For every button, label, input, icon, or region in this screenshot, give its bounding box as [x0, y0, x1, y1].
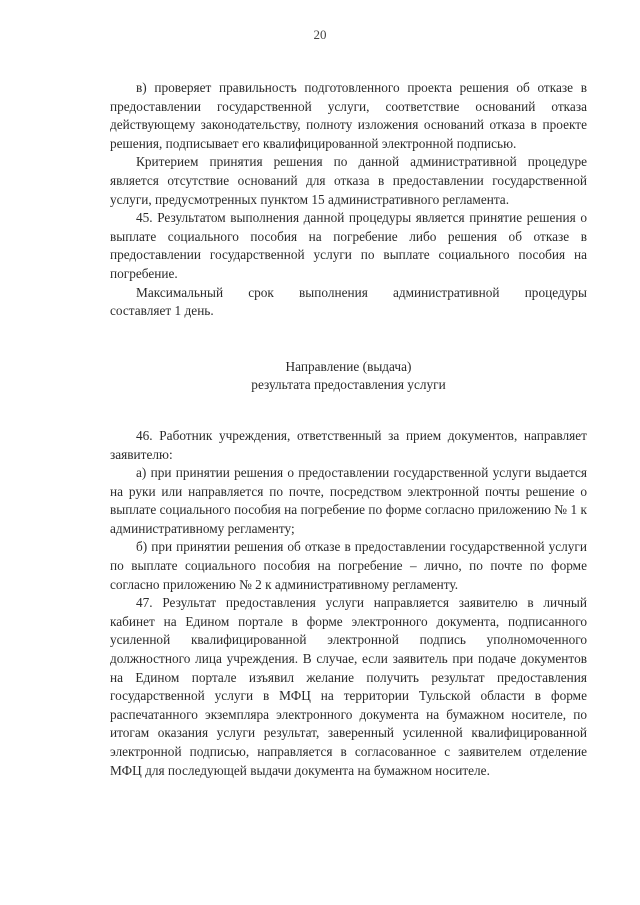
paragraph-item-b: б) при принятии решения об отказе в предоставлении государственной услуги по выплате социального пособия на погребение – лично, по почте по форме согласно приложению № 2 к административному регламенту. — [110, 539, 587, 592]
paragraph-47: 47. Результат предоставления услуги направляется заявителю в личный кабинет на Едином портале в форме электронного документа, подписанного усиленной квалифицированной электронной подпись уполномоченного должностного лица учреждения. В случае, если заявитель при подаче документов на Едином портале изъявил желание получить результат предоставления государственной услуги в МФЦ на территории Тульской области в форме распечатанного экземпляра электронного документа на бумажном носителе, по итогам оказания услуги результат, заверенный усиленной квалифицированной электронной подписью, направляется в согласованное с заявителем отделение МФЦ для последующей выдачи документа на бумажном носителе. — [110, 595, 587, 778]
paragraph-criterion: Критерием принятия решения по данной административной процедуре является отсутствие оснований для отказа в предоставлении государственной услуги, предусмотренных пунктом 15 административного регламента. — [110, 154, 587, 207]
paragraph-item-a: а) при принятии решения о предоставлении государственной услуги выдается на руки или направляется по почте, посредством электронной почты решение о выплате социального пособия на погребение по форме согласно приложению № 1 к административному регламенту; — [110, 465, 587, 536]
max-term-word: срок — [248, 284, 274, 300]
paragraph-item-v: в) проверяет правильность подготовленного проекта решения об отказе в предоставлении государственной услуги, соответствие оснований отказа действующему законодательству, полноту изложения оснований отказа в проекте решения, подписывает его квалифицированной электронной подписью. — [110, 80, 587, 151]
max-term-word: выполнения — [299, 284, 368, 300]
max-term-tail: составляет 1 день. — [110, 303, 214, 319]
max-term-word: Максимальный — [136, 284, 224, 300]
section-heading-line2: результата предоставления услуги — [251, 377, 446, 393]
section-heading-line1: Направление (выдача) — [285, 358, 412, 374]
paragraph-45: 45. Результатом выполнения данной процедуры является принятие решения о выплате социального пособия на погребение либо решения об отказе в предоставлении государственной услуги по выплате социального пособия на погребение. — [110, 210, 587, 281]
max-term-word: процедуры — [524, 284, 587, 300]
document-body — [110, 79, 587, 780]
page-number: 20 — [313, 27, 327, 42]
section-heading — [110, 358, 587, 395]
paragraph-46: 46. Работник учреждения, ответственный за прием документов, направляет заявителю: — [110, 427, 587, 462]
max-term-line — [110, 284, 587, 303]
max-term-word: административной — [392, 284, 500, 300]
